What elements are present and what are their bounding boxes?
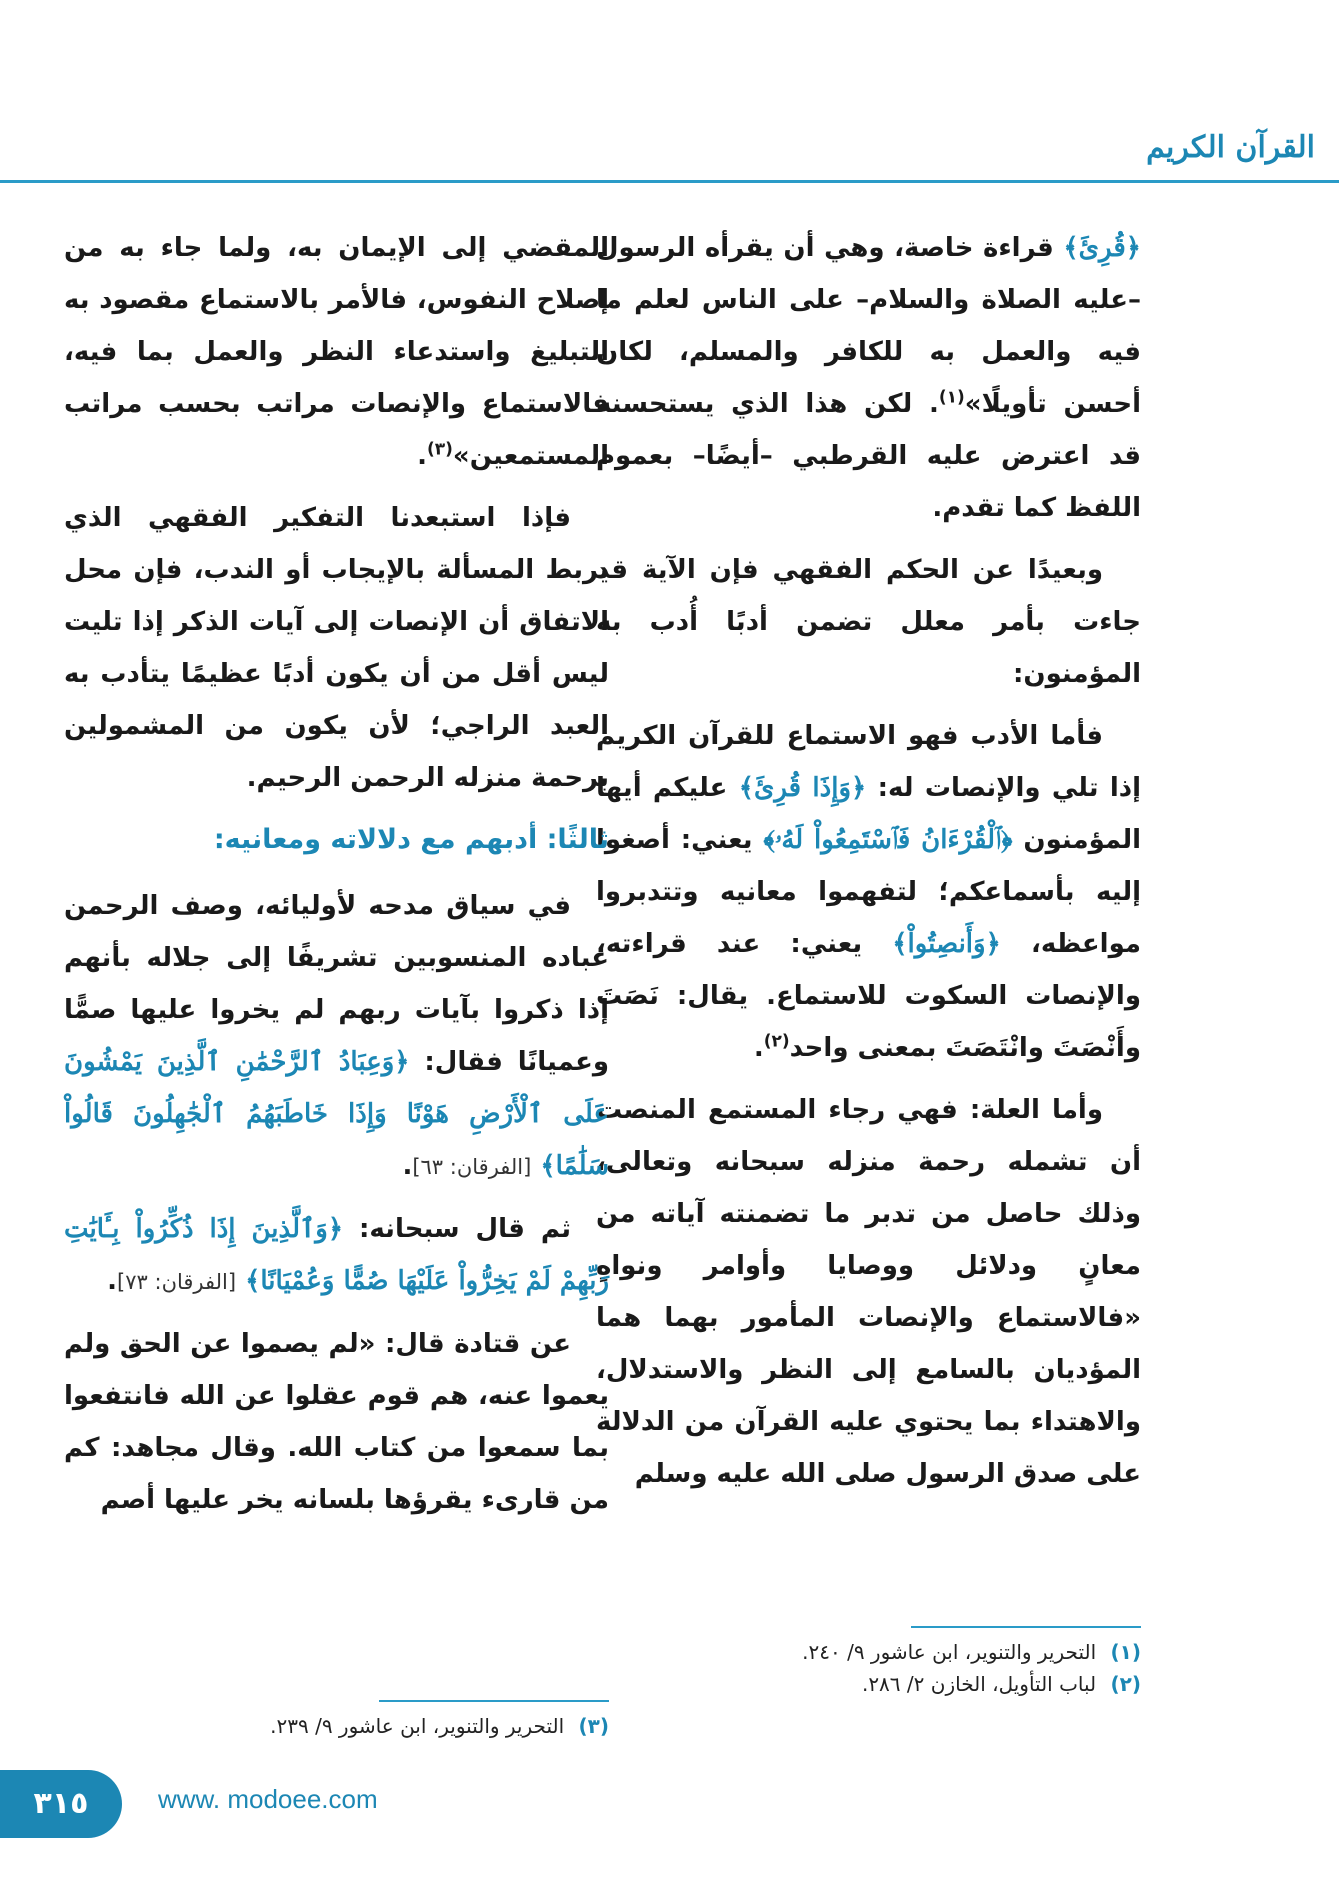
footnotes-right: [596, 1636, 1141, 1700]
footnote-ref[interactable]: (٣): [426, 439, 453, 460]
footnote-text: التحرير والتنوير، ابن عاشور ٩/ ٢٤٠.: [802, 1640, 1097, 1664]
paragraph: [64, 222, 609, 482]
quran-verse: ﴿وَعِبَادُ ٱلرَّحْمَٰنِ ٱلَّذِينَ يَمْشُونَ عَلَى ٱلْأَرْضِ هَوْنًا وَإِذَا خَاطَبَهُمُ ٱلْجَٰهِلُونَ قَالُواْ سَلَٰمًا﴾: [64, 1047, 609, 1181]
paragraph-text: . لكن هذا الذي يستحسنه قد اعترض عليه القرطبي –أيضًا– بعموم اللفظ كما تقدم.: [596, 389, 1141, 523]
quran-verse: ﴿وَٱلَّذِينَ إِذَا ذُكِّرُواْ بِـَٔايَٰتِ رَبِّهِمْ لَمْ يَخِرُّواْ عَلَيْهَا صُمًّا وَعُمْيَانًا﴾: [64, 1214, 609, 1296]
paragraph: عن قتادة قال: «لم يصموا عن الحق ولم يعموا عنه، هم قوم عقلوا عن الله فانتفعوا بما سمعوا من كتاب الله. وقال مجاهد: كم من قارىء يقرؤها بلسانه يخر عليها أصم: [64, 1329, 609, 1515]
footnote-rule: [379, 1700, 609, 1702]
paragraph-text: .: [417, 441, 427, 471]
paragraph-text: .: [402, 1151, 413, 1181]
quran-verse: ﴿قُرِئَ﴾: [1063, 233, 1141, 263]
footnote: [596, 1668, 1141, 1700]
paragraph: فأما الأدب فهو الاستماع للقرآن الكريم إذا تلي والإنصات له: ﴿وَإِذَا قُرِئَ﴾ عليكم أيها المؤمنون ﴿ٱلْقُرْءَانُ فَٱسْتَمِعُواْ لَهُۥ﴾ يعني: أصغوا إليه بأسماعكم؛ لتفهموا معانيه وتتدبروا مواعظه، ﴿وَأَنصِتُواْ﴾ يعني: عند قراءته، والإنصات السكوت للاستماع. يقال: نَصَتَ وأَنْصَتَ وانْتَصَتَ بمعنى واحد$^{(٢)}$.: [596, 721, 1142, 1063]
paragraph-text: المقضي إلى الإيمان به، ولما جاء به من إصلاح النفوس، فالأمر بالاستماع مقصود به التبليغ واستدعاء النظر والعمل بما فيه، فالاستماع والإنصات مراتب بحسب مراتب المستمعين»: [64, 233, 609, 471]
paragraph: وأما العلة: فهي رجاء المستمع المنصت أن تشمله رحمة منزله سبحانه وتعالى، وذلك حاصل من تدبر ما تضمنته آياته من معانٍ ودلائل ووصايا وأوامر ونواهٍ «فالاستماع والإنصات المأمور بهما هما المؤديان بالسامع إلى النظر والاستدلال، والاهتداء بما يحتوي عليه القرآن من الدلالة على صدق الرسول صلى الله عليه وسلم: [596, 1095, 1141, 1489]
header-rule: [0, 180, 1339, 183]
footnote: [64, 1710, 609, 1742]
footnote-number: (٢): [1110, 1672, 1141, 1696]
section-heading: ثالثًا: أدبهم مع دلالاته ومعانيه:: [213, 824, 609, 855]
paragraph-text: في سياق مدحه لأوليائه، وصف الرحمن عباده المنسوبين تشريفًا إلى جلاله بأنهم إذا ذكروا بآيات ربهم لم يخروا عليها صمًّا وعميانًا فقال:: [64, 891, 609, 1077]
quran-verse: ﴿ٱلْقُرْءَانُ فَٱسْتَمِعُواْ لَهُۥ﴾: [763, 825, 1013, 855]
verse-citation: [الفرقان: ٦٣]: [412, 1155, 532, 1179]
footnote-text: التحرير والتنوير، ابن عاشور ٩/ ٢٣٩.: [270, 1714, 565, 1738]
right-column: [596, 222, 1141, 1510]
left-column: [64, 222, 609, 1536]
page-number-badge: ٣١٥: [0, 1770, 122, 1838]
paragraph: [64, 880, 609, 1193]
paragraph: [596, 222, 1141, 534]
paragraph-text: يعني: أصغوا إليه بأسماعكم؛ لتفهموا معانيه وتتدبروا مواعظه،: [596, 825, 1141, 959]
website-link[interactable]: www. modoee.com: [158, 1784, 378, 1814]
paragraph: وبعيدًا عن الحكم الفقهي فإن الآية قد جاءت بأمر معلل تضمن أدبًا أُدب به المؤمنون:: [596, 555, 1141, 689]
paragraph-text: .: [107, 1266, 118, 1296]
paragraph-text: فأما الأدب فهو الاستماع للقرآن الكريم إذا تلي والإنصات له:: [596, 721, 1142, 803]
running-header-title: القرآن الكريم: [1146, 130, 1315, 165]
footnote-ref[interactable]: (١): [938, 387, 965, 408]
quran-verse: ﴿وَإِذَا قُرِئَ﴾: [738, 773, 867, 803]
paragraph: [64, 1203, 609, 1308]
footnote-text: لباب التأويل، الخازن ٢/ ٢٨٦.: [861, 1672, 1097, 1696]
footnotes-left: [64, 1710, 609, 1742]
paragraph-text: ثم قال سبحانه:: [359, 1214, 571, 1244]
quran-verse: ﴿وَأَنصِتُواْ﴾: [892, 929, 1001, 959]
footnote-ref[interactable]: (٢): [763, 1031, 790, 1052]
footnote-rule: [911, 1626, 1141, 1628]
paragraph-text: يعني: عند قراءته، والإنصات السكوت للاستماع. يقال: نَصَتَ وأَنْصَتَ وانْتَصَتَ بمعنى واحد: [596, 929, 1141, 1063]
footnote-number: (٣): [578, 1714, 609, 1738]
paragraph: فإذا استبعدنا التفكير الفقهي الذي يربط المسألة بالإيجاب أو الندب، فإن محل الاتفاق أن الإنصات إلى آيات الذكر إذا تليت ليس أقل من أن يكون أدبًا عظيمًا يتأدب به العبد الراجي؛ لأن يكون من المشمولين برحمة منزله الرحمن الرحيم.: [64, 503, 609, 793]
paragraph-text: قراءة خاصة، وهي أن يقرأه الرسول –عليه الصلاة والسلام– على الناس لعلم ما فيه والعمل به للكافر والمسلم، لكان أحسن تأويلًا»: [596, 233, 1141, 419]
footnote-number: (١): [1110, 1640, 1141, 1664]
paragraph-text: عليكم أيها المؤمنون: [596, 773, 1141, 855]
footnote: [596, 1636, 1141, 1668]
verse-citation: [الفرقان: ٧٣]: [117, 1270, 237, 1294]
